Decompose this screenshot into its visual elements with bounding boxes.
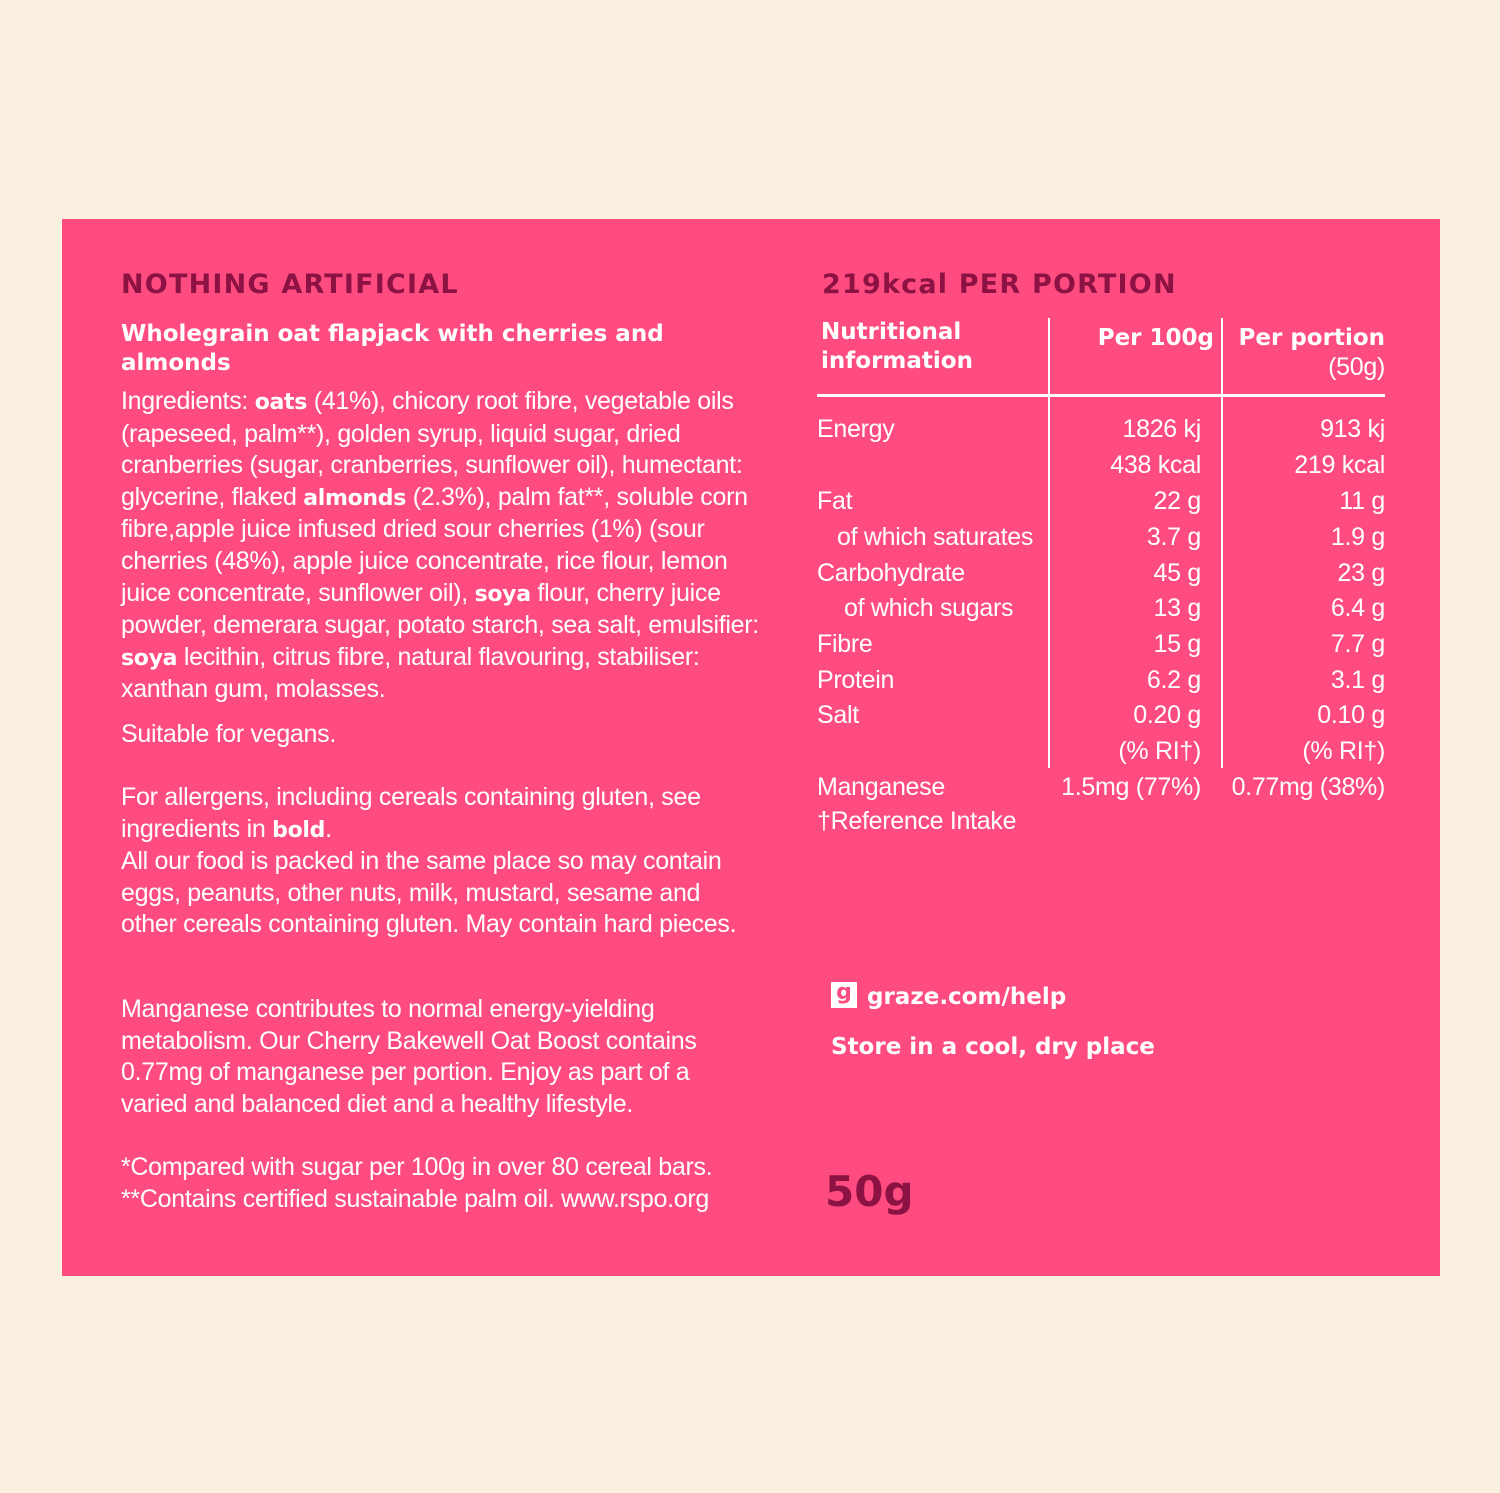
row-per100: 1826 kj: [1122, 415, 1201, 443]
ingredients-part: (41%), chicory root fibre, vegetable oils (rapeseed, palm**), golden syrup, liquid sugar, dried cranberries (sugar, cranberries, sunflower oil), humectant: glycerine, flaked: [121, 387, 743, 511]
table-row: [817, 411, 1385, 447]
table-row: [817, 555, 1385, 591]
ingredients-text: [121, 386, 761, 706]
row-label: of which saturates: [837, 523, 1034, 551]
row-label: Salt: [817, 701, 859, 729]
vegan-note: Suitable for vegans.: [121, 720, 336, 748]
allergen-soya: soya: [121, 645, 178, 671]
row-portion: (% RI†): [1302, 737, 1385, 765]
row-per100: 13 g: [1153, 594, 1201, 622]
row-label: Fibre: [817, 630, 873, 658]
row-portion: 7.7 g: [1330, 630, 1385, 658]
row-label: Energy: [817, 415, 895, 443]
row-portion: 1.9 g: [1330, 523, 1385, 551]
manganese-claim: Manganese contributes to normal energy-yielding metabolism. Our Cherry Bakewell Oat Boost contains 0.77mg of manganese per portion. Enjoy as part of a varied and balanced diet and a healthy lifestyle.: [121, 995, 697, 1118]
row-portion: 219 kcal: [1294, 451, 1385, 479]
row-label: Protein: [817, 666, 895, 694]
ingredients-part: Ingredients:: [121, 387, 255, 415]
row-per100: 3.7 g: [1146, 523, 1201, 551]
row-label: Fat: [817, 487, 853, 515]
net-weight: 50g: [825, 1167, 914, 1216]
table-header-label: Nutritional information: [821, 319, 973, 374]
product-subtitle: Wholegrain oat flapjack with cherries and almonds: [121, 321, 664, 376]
reference-intake-note: †Reference Intake: [817, 807, 1017, 835]
row-per100: 45 g: [1153, 559, 1201, 587]
left-heading: NOTHING ARTIFICIAL: [121, 269, 459, 300]
table-row: [817, 733, 1385, 769]
footnote-palm-oil: **Contains certified sustainable palm oil. www.rspo.org: [121, 1185, 709, 1213]
row-per100: 6.2 g: [1146, 666, 1201, 694]
row-portion: 0.10 g: [1317, 701, 1385, 729]
table-row: [817, 590, 1385, 626]
row-label: Manganese: [817, 773, 945, 801]
footnote-sugar: *Compared with sugar per 100g in over 80 cereal bars.: [121, 1153, 713, 1181]
row-label: of which sugars: [844, 594, 1014, 622]
table-row: [817, 769, 1385, 805]
row-portion: 0.77mg (38%): [1231, 773, 1385, 801]
row-per100: 438 kcal: [1110, 451, 1201, 479]
allergen-note-part: For allergens, including cereals containing gluten, see ingredients in: [121, 783, 701, 843]
bold-word: bold: [272, 817, 326, 843]
table-header-portion-size: (50g): [1328, 353, 1385, 381]
storage-instruction: Store in a cool, dry place: [831, 1034, 1155, 1060]
table-row: [817, 697, 1385, 733]
ingredients-part: lecithin, citrus fibre, natural flavouring, stabiliser: xanthan gum, molasses.: [121, 642, 700, 704]
packing-note: All our food is packed in the same place so may contain eggs, peanuts, other nuts, milk, mustard, sesame and other cereals containing gluten. May contain hard pieces.: [121, 847, 737, 939]
row-portion: 23 g: [1337, 559, 1385, 587]
table-header-portion: Per portion: [1238, 325, 1385, 351]
label-panel: [62, 219, 1440, 1276]
row-per100: (% RI†): [1118, 737, 1201, 765]
table-row: [817, 483, 1385, 519]
row-per100: 22 g: [1153, 487, 1201, 515]
ingredients-part: flour, cherry juice powder, demerara sugar, potato starch, sea salt, emulsifier:: [121, 578, 759, 640]
table-header-per100: Per 100g: [1097, 325, 1214, 351]
row-per100: 1.5mg (77%): [1061, 773, 1201, 801]
right-heading: 219kcal PER PORTION: [822, 269, 1177, 300]
row-per100: 15 g: [1153, 630, 1201, 658]
row-portion: 913 kj: [1320, 415, 1385, 443]
allergen-almonds: almonds: [303, 485, 407, 511]
allergen-soya: soya: [474, 581, 531, 607]
allergen-note: [121, 782, 746, 941]
table-row: [817, 626, 1385, 662]
table-row: [817, 662, 1385, 698]
row-label: Carbohydrate: [817, 559, 965, 587]
allergen-oats: oats: [254, 390, 308, 415]
row-portion: 6.4 g: [1330, 594, 1385, 622]
ingredients-part: (2.3%), palm fat**, soluble corn fibre,apple juice infused dried sour cherries (1%) (sour cherries (48%), apple juice concentrate, rice flour, lemon juice concentrate, sunflower oil),: [121, 482, 748, 607]
table-row: [817, 447, 1385, 483]
graze-g-icon: g: [831, 982, 857, 1008]
row-portion: 11 g: [1339, 487, 1385, 515]
table-row: [817, 519, 1385, 555]
help-link[interactable]: graze.com/help: [867, 984, 1067, 1010]
allergen-note-part: .: [325, 814, 332, 843]
row-per100: 0.20 g: [1133, 701, 1201, 729]
header-divider: [817, 394, 1385, 397]
help-link-row: [831, 979, 1067, 1011]
row-portion: 3.1 g: [1330, 666, 1385, 694]
